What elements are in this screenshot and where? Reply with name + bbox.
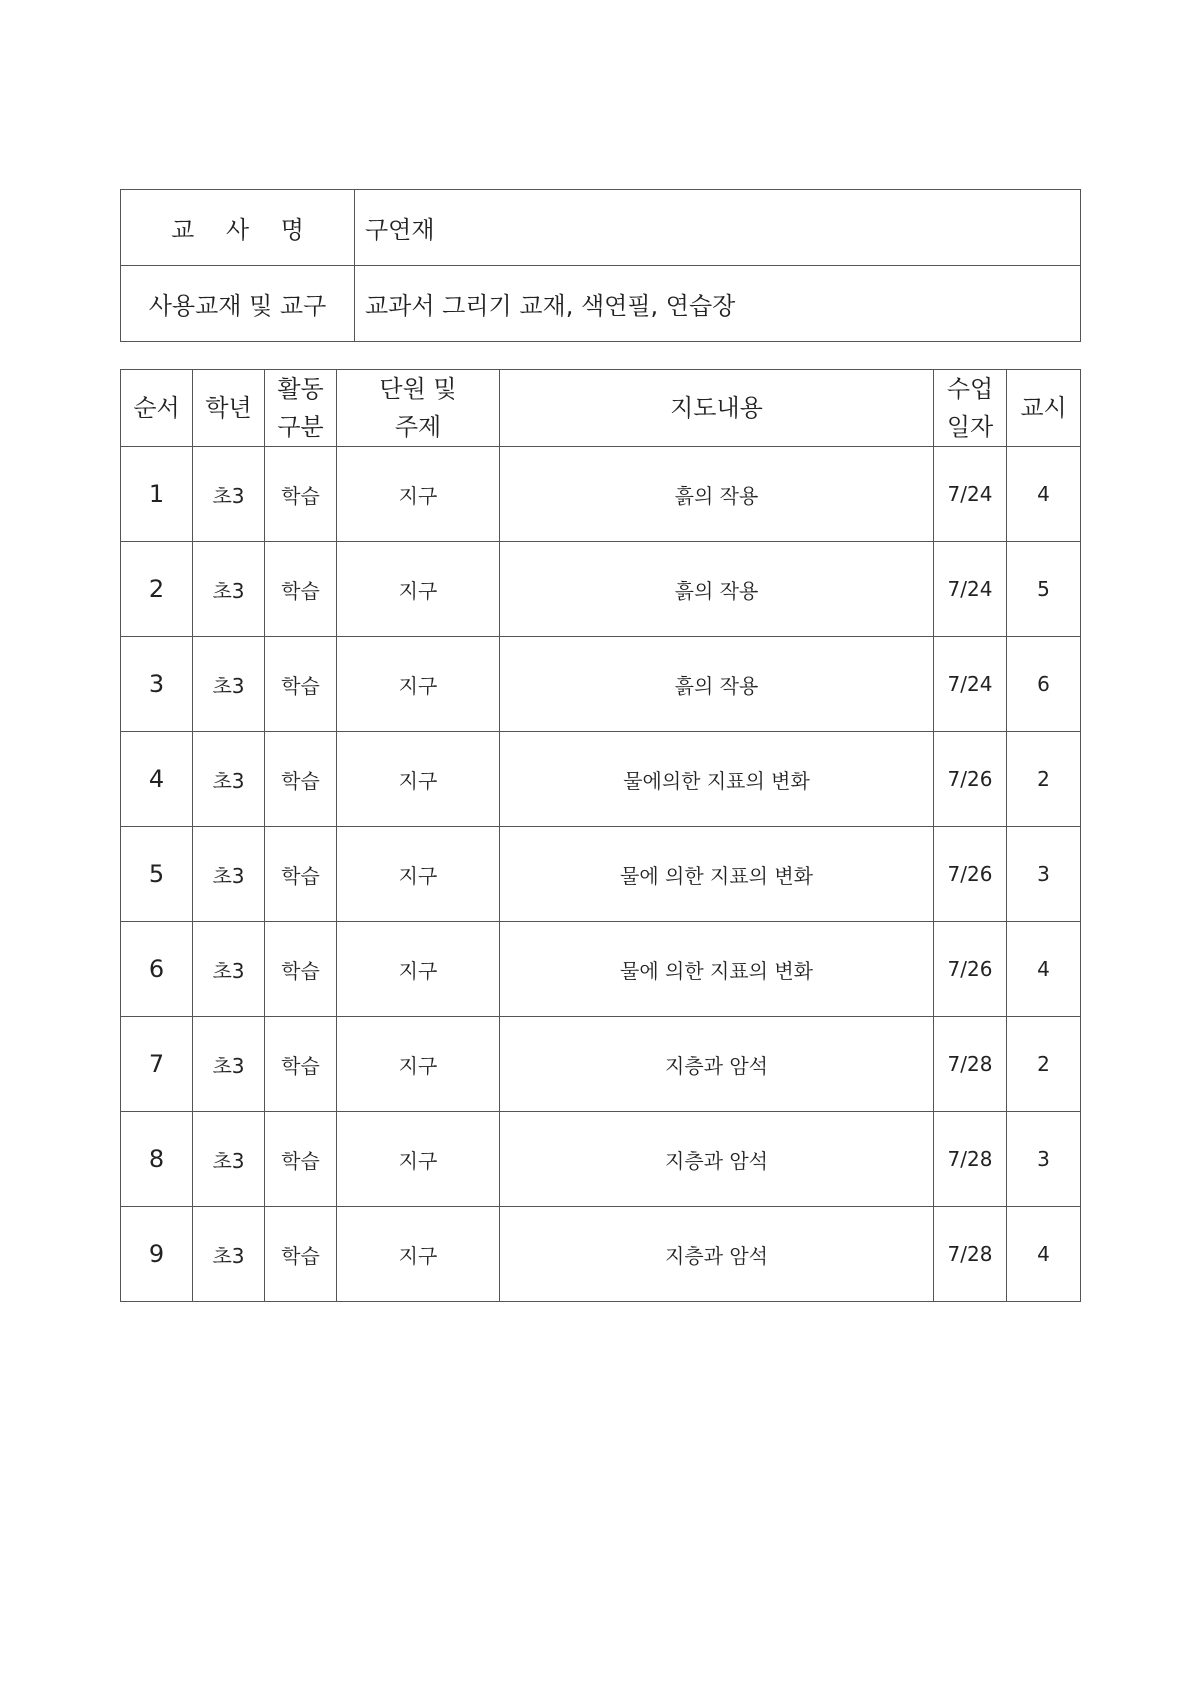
teacher-name: 구연재 — [355, 190, 1081, 266]
header-unit-line2: 주제 — [394, 413, 442, 441]
cell-activity: 학습 — [265, 637, 337, 732]
cell-period: 4 — [1007, 1207, 1081, 1302]
cell-grade: 초3 — [193, 637, 265, 732]
cell-date: 7/26 — [934, 827, 1007, 922]
cell-activity: 학습 — [265, 1207, 337, 1302]
cell-order: 2 — [121, 542, 193, 637]
table-row — [121, 732, 1081, 827]
cell-grade: 초3 — [193, 1112, 265, 1207]
header-period: 교시 — [1007, 370, 1081, 447]
cell-period: 4 — [1007, 447, 1081, 542]
cell-activity: 학습 — [265, 827, 337, 922]
cell-period: 6 — [1007, 637, 1081, 732]
cell-order: 7 — [121, 1017, 193, 1112]
cell-date: 7/24 — [934, 542, 1007, 637]
table-row — [121, 1112, 1081, 1207]
teacher-info-table — [120, 189, 1081, 342]
cell-unit: 지구 — [337, 1112, 500, 1207]
cell-grade: 초3 — [193, 827, 265, 922]
header-activity — [265, 370, 337, 447]
teacher-row — [121, 190, 1081, 266]
cell-date: 7/26 — [934, 732, 1007, 827]
table-row — [121, 827, 1081, 922]
cell-activity: 학습 — [265, 732, 337, 827]
header-date-line1: 수업 — [946, 375, 994, 403]
cell-unit: 지구 — [337, 732, 500, 827]
cell-order: 3 — [121, 637, 193, 732]
table-row — [121, 922, 1081, 1017]
header-order: 순서 — [121, 370, 193, 447]
table-header-row — [121, 370, 1081, 447]
cell-content: 물에 의한 지표의 변화 — [500, 922, 934, 1017]
cell-period: 2 — [1007, 1017, 1081, 1112]
cell-grade: 초3 — [193, 732, 265, 827]
cell-period: 2 — [1007, 732, 1081, 827]
cell-content: 지층과 암석 — [500, 1017, 934, 1112]
cell-order: 9 — [121, 1207, 193, 1302]
table-row — [121, 1017, 1081, 1112]
cell-date: 7/24 — [934, 447, 1007, 542]
cell-date: 7/24 — [934, 637, 1007, 732]
cell-unit: 지구 — [337, 1207, 500, 1302]
cell-date: 7/26 — [934, 922, 1007, 1017]
cell-date: 7/28 — [934, 1112, 1007, 1207]
header-date-line2: 일자 — [946, 413, 994, 441]
cell-activity: 학습 — [265, 1112, 337, 1207]
cell-content: 흙의 작용 — [500, 447, 934, 542]
cell-content: 지층과 암석 — [500, 1207, 934, 1302]
cell-order: 8 — [121, 1112, 193, 1207]
materials-row — [121, 266, 1081, 342]
cell-activity: 학습 — [265, 447, 337, 542]
cell-order: 1 — [121, 447, 193, 542]
cell-order: 4 — [121, 732, 193, 827]
materials-label: 사용교재 및 교구 — [121, 266, 355, 342]
cell-grade: 초3 — [193, 1207, 265, 1302]
header-content: 지도내용 — [500, 370, 934, 447]
cell-unit: 지구 — [337, 922, 500, 1017]
cell-unit: 지구 — [337, 1017, 500, 1112]
cell-period: 3 — [1007, 827, 1081, 922]
header-activity-line2: 구분 — [277, 413, 324, 441]
header-unit — [337, 370, 500, 447]
header-activity-line1: 활동 — [277, 375, 324, 403]
cell-grade: 초3 — [193, 1017, 265, 1112]
cell-grade: 초3 — [193, 542, 265, 637]
header-grade: 학년 — [193, 370, 265, 447]
cell-period: 4 — [1007, 922, 1081, 1017]
cell-content: 지층과 암석 — [500, 1112, 934, 1207]
table-row — [121, 542, 1081, 637]
cell-date: 7/28 — [934, 1207, 1007, 1302]
materials-value: 교과서 그리기 교재, 색연필, 연습장 — [355, 266, 1081, 342]
cell-grade: 초3 — [193, 447, 265, 542]
header-date — [934, 370, 1007, 447]
cell-content: 물에 의한 지표의 변화 — [500, 827, 934, 922]
header-unit-line1: 단원 및 — [379, 375, 457, 403]
table-row — [121, 447, 1081, 542]
cell-unit: 지구 — [337, 637, 500, 732]
table-row — [121, 637, 1081, 732]
cell-unit: 지구 — [337, 827, 500, 922]
cell-activity: 학습 — [265, 922, 337, 1017]
cell-period: 5 — [1007, 542, 1081, 637]
cell-content: 흙의 작용 — [500, 542, 934, 637]
cell-activity: 학습 — [265, 542, 337, 637]
cell-order: 6 — [121, 922, 193, 1017]
cell-date: 7/28 — [934, 1017, 1007, 1112]
table-row — [121, 1207, 1081, 1302]
teacher-label-cell — [121, 190, 355, 266]
cell-order: 5 — [121, 827, 193, 922]
cell-content: 흙의 작용 — [500, 637, 934, 732]
cell-period: 3 — [1007, 1112, 1081, 1207]
teacher-label: 교 사 명 — [171, 216, 316, 244]
cell-activity: 학습 — [265, 1017, 337, 1112]
cell-unit: 지구 — [337, 447, 500, 542]
lesson-schedule-table — [120, 369, 1081, 1302]
cell-grade: 초3 — [193, 922, 265, 1017]
cell-content: 물에의한 지표의 변화 — [500, 732, 934, 827]
cell-unit: 지구 — [337, 542, 500, 637]
schedule-body — [121, 447, 1081, 1302]
